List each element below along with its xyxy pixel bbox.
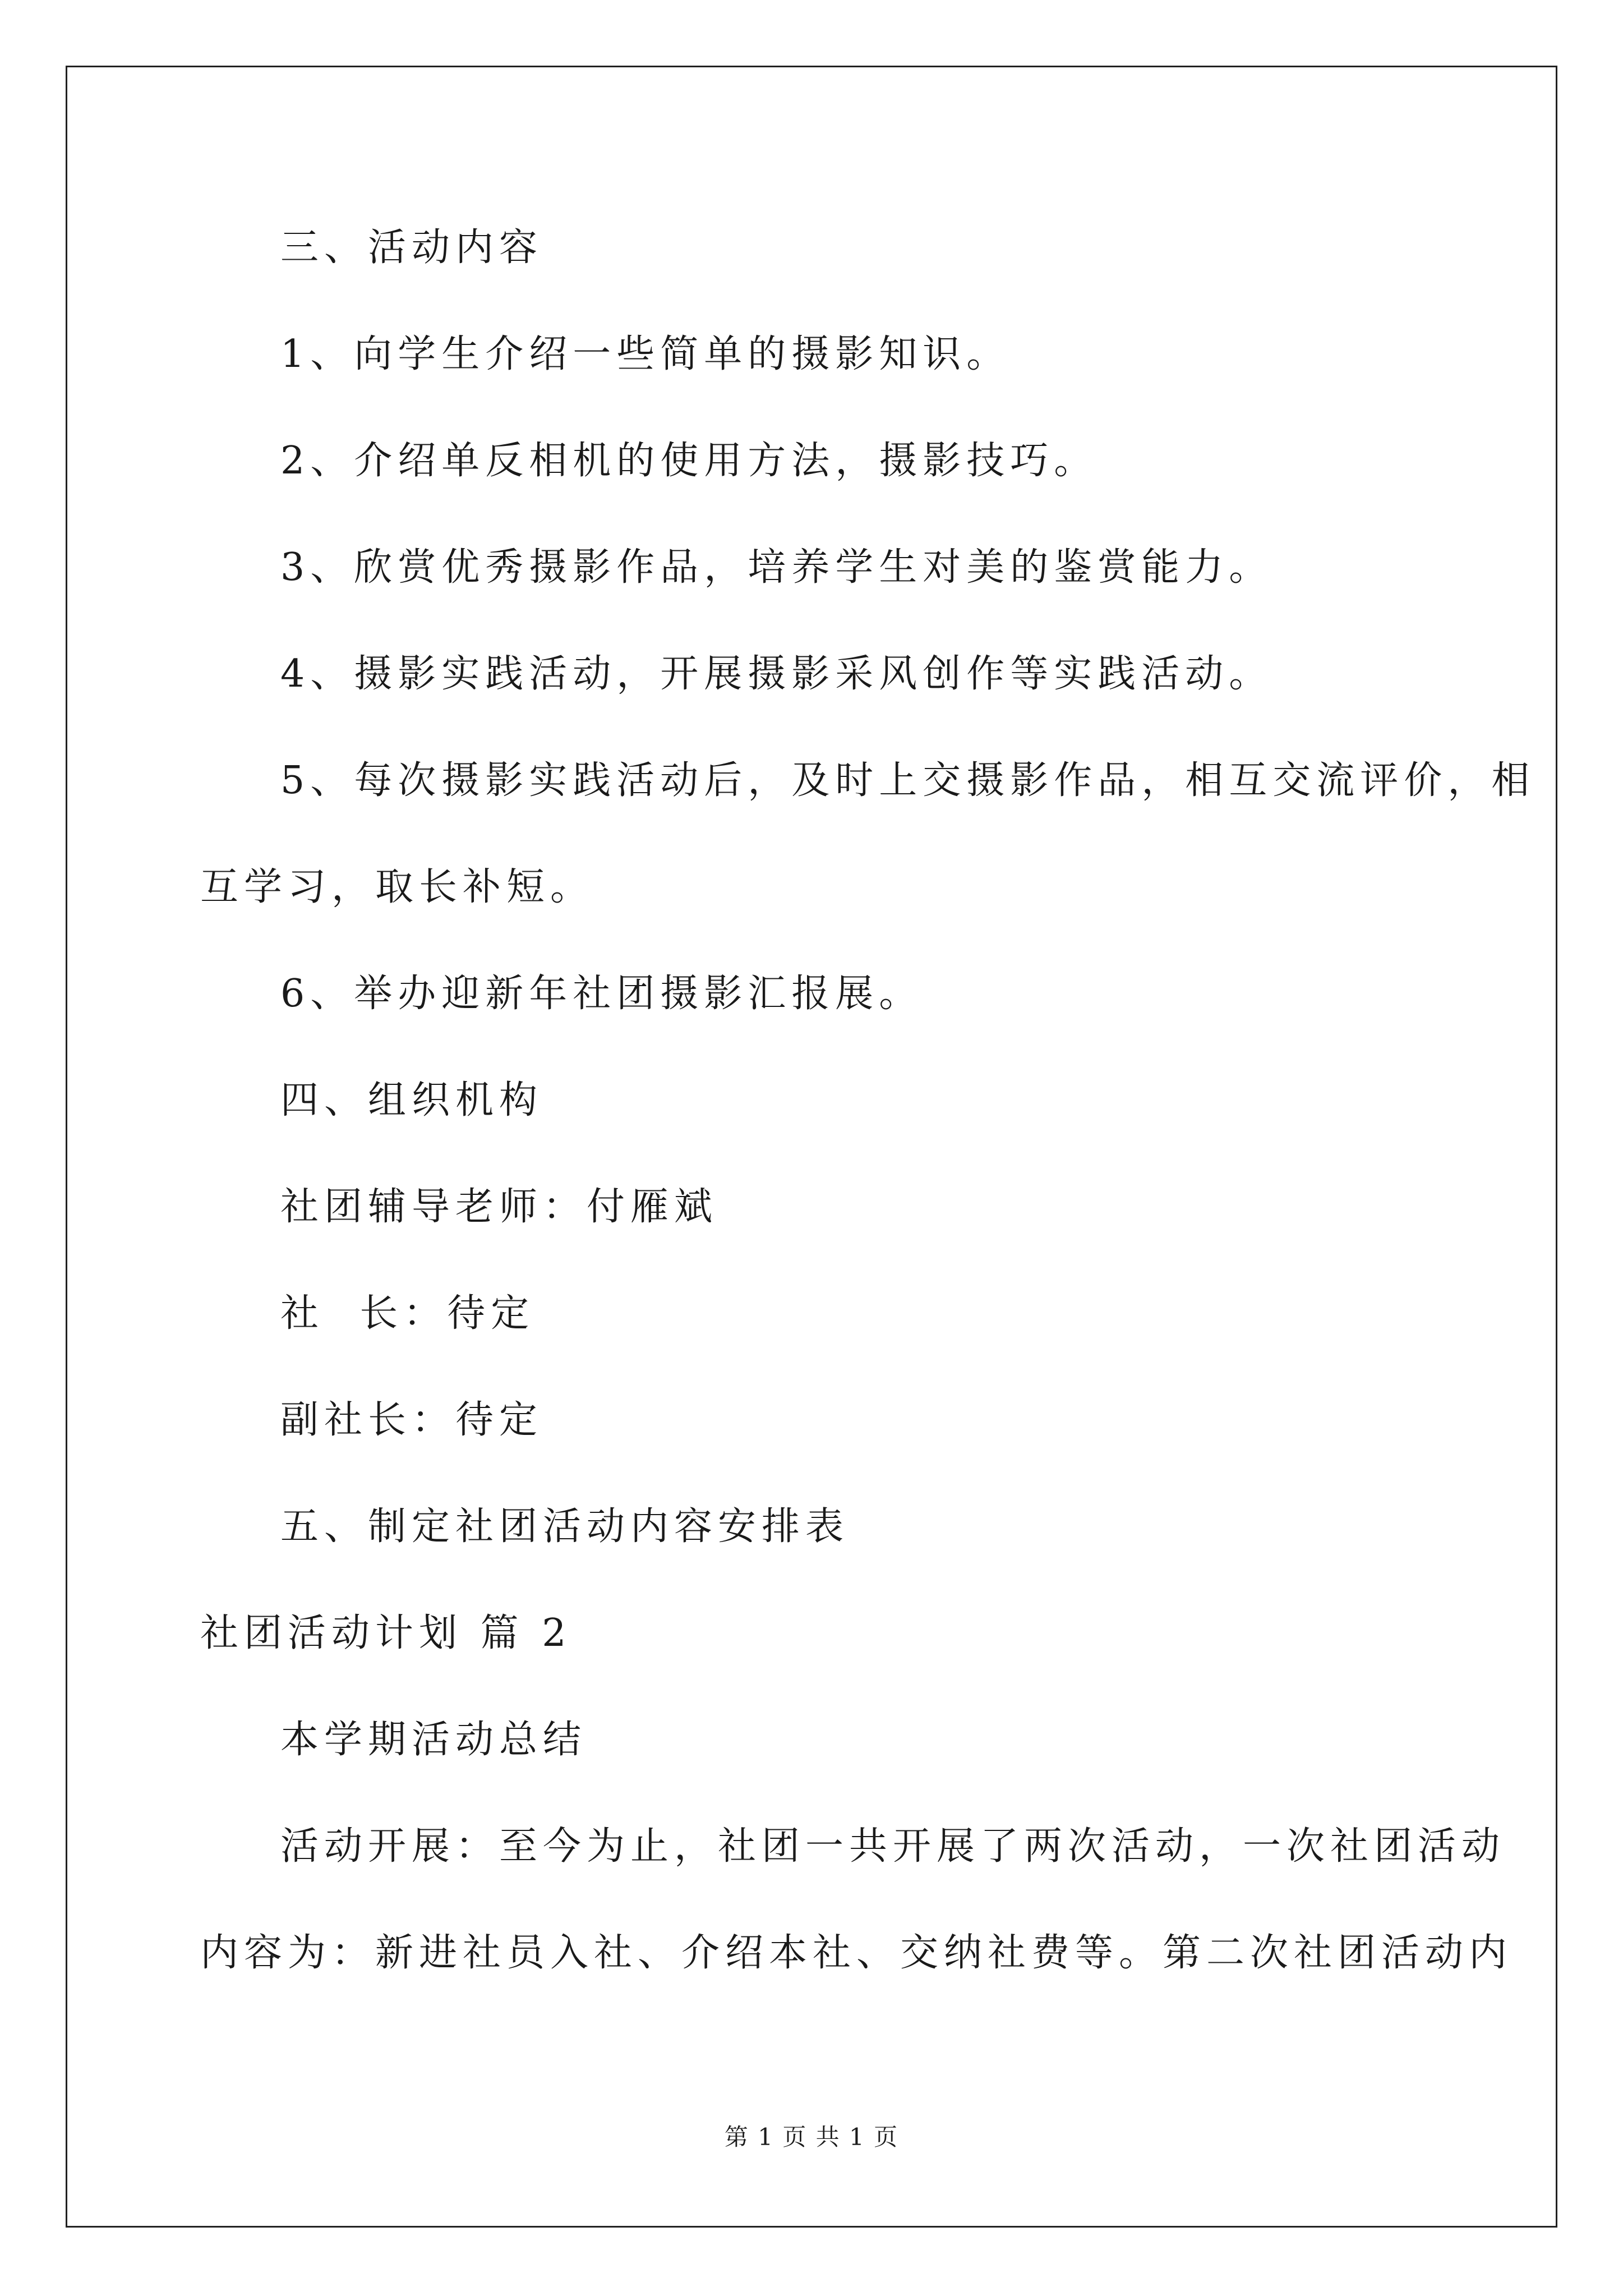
section-heading-4: 四、组织机构 xyxy=(280,1078,543,1122)
paragraph-line: 4、摄影实践活动，开展摄影采风创作等实践活动。 xyxy=(280,652,1273,696)
paragraph-line: 1、向学生介绍一些简单的摄影知识。 xyxy=(280,332,1011,376)
paragraph-line: 互学习，取长补短。 xyxy=(200,865,594,909)
paragraph-line: 副社长：待定 xyxy=(280,1398,543,1442)
paragraph-line: 2、介绍单反相机的使用方法，摄影技巧。 xyxy=(280,439,1098,483)
section-heading-3: 三、活动内容 xyxy=(280,226,543,270)
page-border xyxy=(66,66,1557,2228)
page-footer: 第 1 页 共 1 页 xyxy=(724,2123,899,2151)
paragraph-line: 社团辅导老师：付雁斌 xyxy=(280,1185,718,1229)
paragraph-line: 活动开展：至今为止，社团一共开展了两次活动，一次社团活动 xyxy=(280,1824,1506,1869)
paragraph-line: 内容为：新进社员入社、介绍本社、交纳社费等。第二次社团活动内 xyxy=(200,1931,1513,1975)
section-heading-5: 五、制定社团活动内容安排表 xyxy=(280,1504,850,1549)
paragraph-line: 3、欣赏优秀摄影作品，培养学生对美的鉴赏能力。 xyxy=(280,545,1273,590)
paragraph-line: 5、每次摄影实践活动后，及时上交摄影作品，相互交流评价，相 xyxy=(280,758,1536,803)
paragraph-line: 社 长：待定 xyxy=(280,1291,535,1336)
paragraph-line: 本学期活动总结 xyxy=(280,1718,587,1762)
article-heading: 社团活动计划 篇 2 xyxy=(200,1611,572,1655)
paragraph-line: 6、举办迎新年社团摄影汇报展。 xyxy=(280,972,923,1016)
